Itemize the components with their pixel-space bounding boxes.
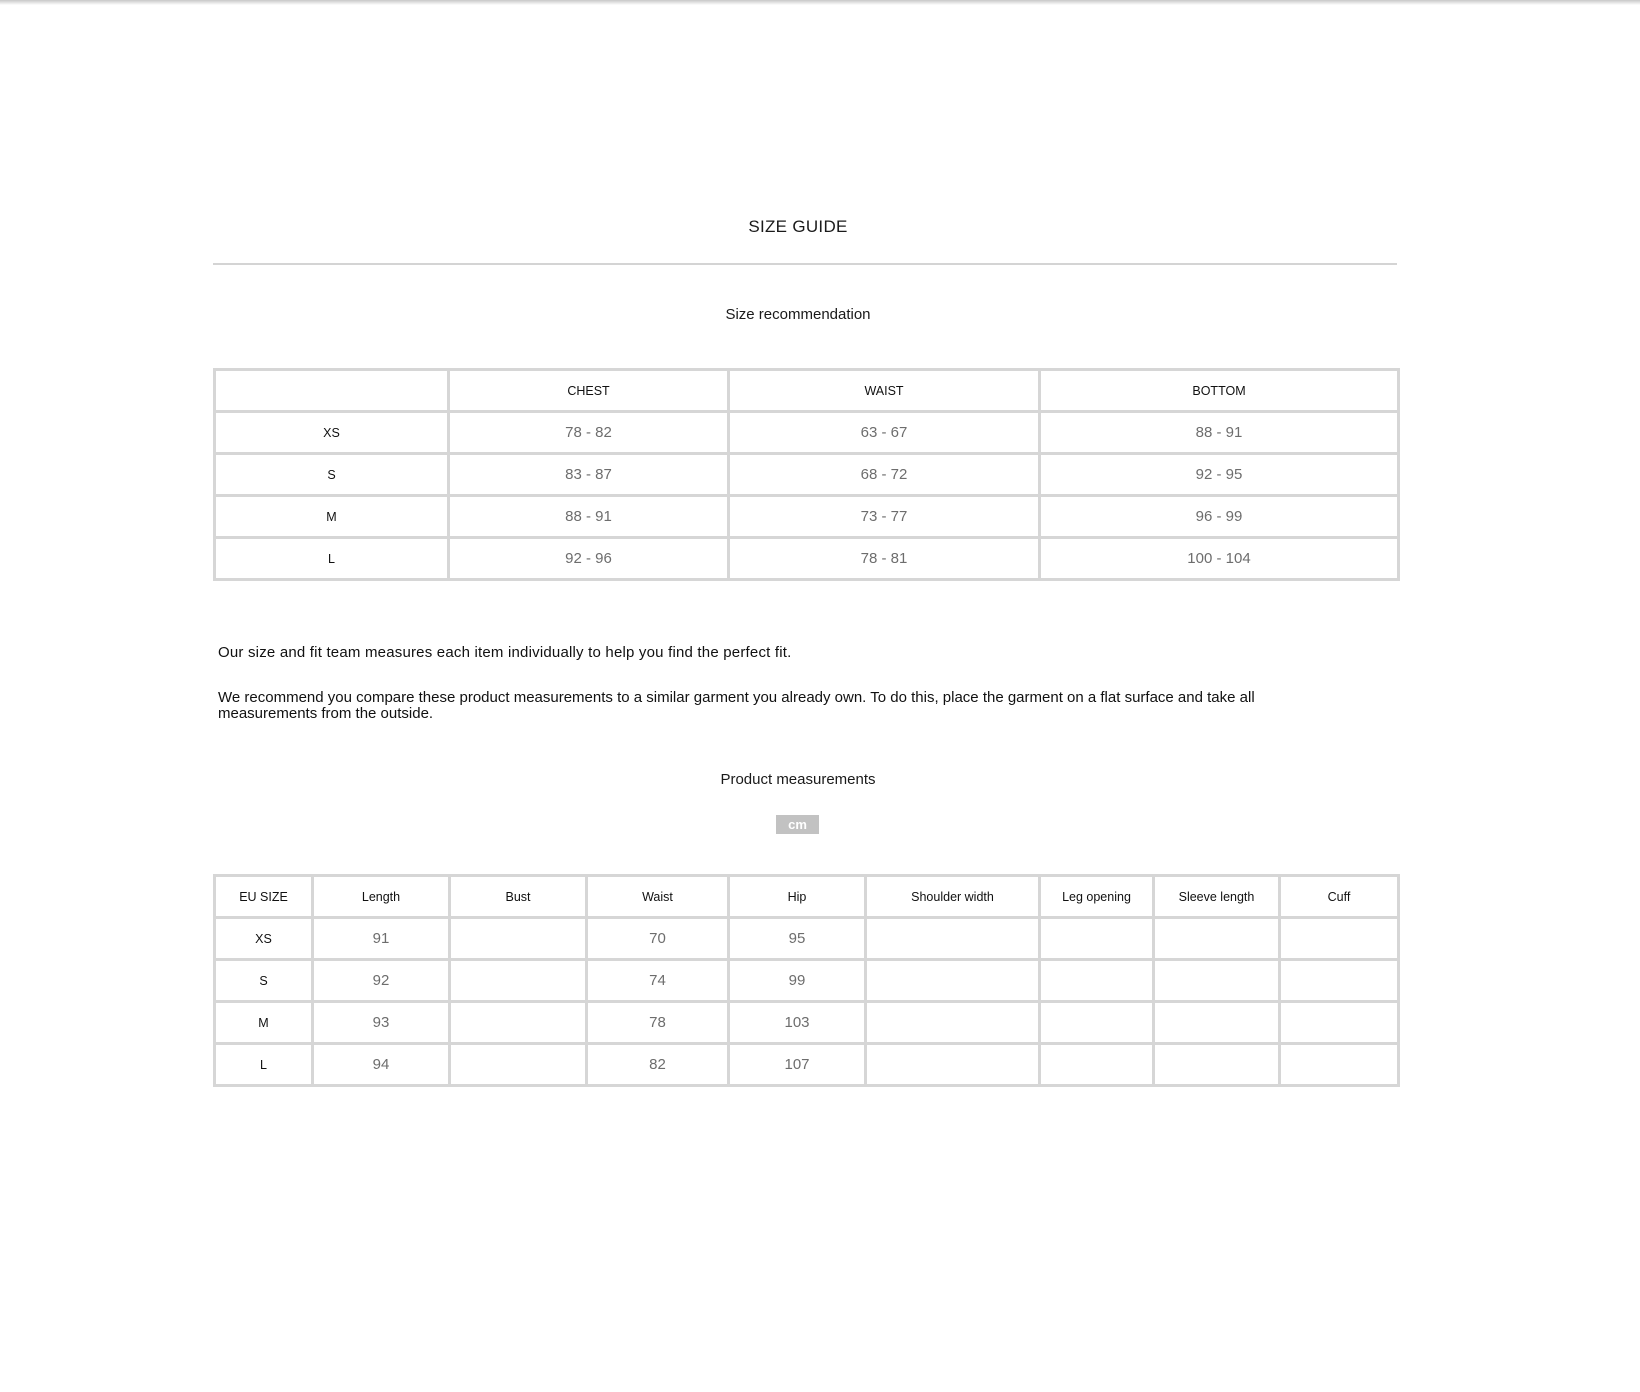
value-cell [1154,1002,1280,1044]
table-row [215,496,1399,538]
value-cell [450,1044,587,1086]
table-row [215,454,1399,496]
header-cell-cuff: Cuff [1280,876,1399,918]
value-cell [866,1002,1040,1044]
value-cell [450,918,587,960]
value-cell [1280,1044,1399,1086]
value-cell: 73 - 77 [729,496,1040,538]
value-cell [1040,918,1154,960]
value-cell [1280,960,1399,1002]
compare-garment-paragraph: We recommend you compare these product measurements to a similar garment you already own. To do this, place the garment on a flat surface and take all measurements from the outside. [218,689,1255,722]
value-cell [866,918,1040,960]
product-measurements-heading: Product measurements [720,771,876,788]
page-title: SIZE GUIDE [748,217,848,236]
value-cell: 78 - 81 [729,538,1040,580]
size-cell: L [215,1044,313,1086]
table-header-row [215,370,1399,412]
value-cell [1154,918,1280,960]
value-cell: 74 [587,960,729,1002]
value-cell: 91 [313,918,450,960]
size-cell: S [215,454,449,496]
value-cell [450,1002,587,1044]
size-cell: S [215,960,313,1002]
value-cell [1154,960,1280,1002]
header-cell-shoulder-width: Shoulder width [866,876,1040,918]
size-cell: L [215,538,449,580]
value-cell: 96 - 99 [1040,496,1399,538]
header-cell-hip: Hip [729,876,866,918]
unit-toggle-cm[interactable]: cm [776,815,819,834]
top-edge-shadow [0,0,1640,5]
value-cell: 107 [729,1044,866,1086]
value-cell: 95 [729,918,866,960]
value-cell [1280,918,1399,960]
value-cell: 92 - 96 [449,538,729,580]
value-cell: 88 - 91 [449,496,729,538]
value-cell: 92 [313,960,450,1002]
header-cell-eu-size: EU SIZE [215,876,313,918]
fit-team-paragraph: Our size and fit team measures each item individually to help you find the perfect fit. [218,644,792,661]
value-cell: 100 - 104 [1040,538,1399,580]
value-cell: 78 [587,1002,729,1044]
header-cell-chest: CHEST [449,370,729,412]
size-cell: M [215,496,449,538]
size-cell: XS [215,412,449,454]
value-cell: 94 [313,1044,450,1086]
value-cell: 88 - 91 [1040,412,1399,454]
table-header-row [215,876,1399,918]
header-cell-waist: WAIST [729,370,1040,412]
value-cell [1280,1002,1399,1044]
value-cell: 68 - 72 [729,454,1040,496]
value-cell [1040,1044,1154,1086]
value-cell [866,1044,1040,1086]
table-row [215,1002,1399,1044]
value-cell: 99 [729,960,866,1002]
value-cell [866,960,1040,1002]
size-cell: XS [215,918,313,960]
table-row [215,960,1399,1002]
header-cell-waist: Waist [587,876,729,918]
product-measurements-table [213,874,1400,1087]
title-divider [213,263,1397,265]
value-cell: 70 [587,918,729,960]
header-cell-bottom: BOTTOM [1040,370,1399,412]
value-cell: 93 [313,1002,450,1044]
table-row [215,918,1399,960]
table-row [215,1044,1399,1086]
size-recommendation-table [213,368,1400,581]
header-cell-bust: Bust [450,876,587,918]
table-row [215,412,1399,454]
header-cell-leg-opening: Leg opening [1040,876,1154,918]
value-cell: 78 - 82 [449,412,729,454]
header-cell-length: Length [313,876,450,918]
value-cell [1040,1002,1154,1044]
value-cell [1040,960,1154,1002]
value-cell: 83 - 87 [449,454,729,496]
header-cell [215,370,449,412]
table-row [215,538,1399,580]
value-cell [1154,1044,1280,1086]
value-cell: 63 - 67 [729,412,1040,454]
size-recommendation-heading: Size recommendation [725,306,871,323]
size-cell: M [215,1002,313,1044]
value-cell: 82 [587,1044,729,1086]
value-cell [450,960,587,1002]
value-cell: 92 - 95 [1040,454,1399,496]
header-cell-sleeve-length: Sleeve length [1154,876,1280,918]
value-cell: 103 [729,1002,866,1044]
